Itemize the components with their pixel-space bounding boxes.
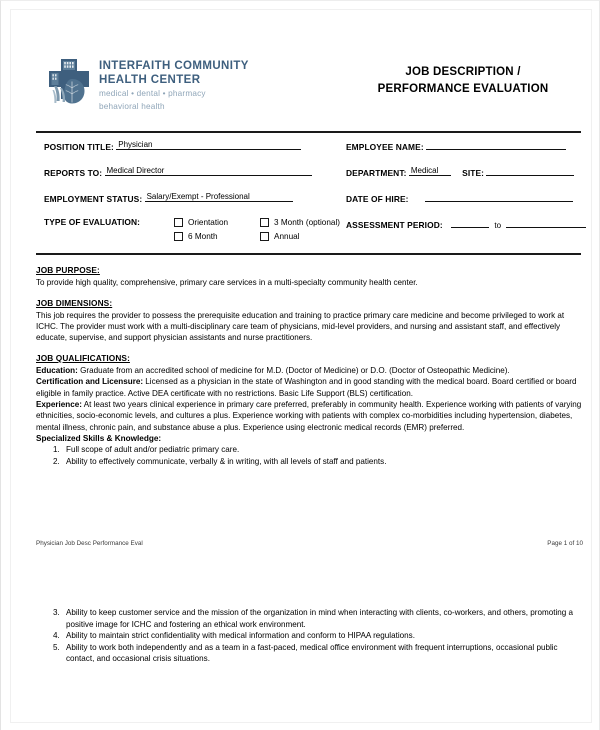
checkbox-cell-orientation[interactable] [174,218,260,227]
document-title [353,64,573,98]
qualification-education [36,365,583,376]
qualification-certification [36,376,583,399]
checkbox-cell-3-month[interactable] [260,218,352,227]
employment-status-value[interactable]: Salary/Exempt - Professional [145,191,293,202]
employee-name-label: EMPLOYEE NAME: [346,142,424,152]
field-department-and-site [346,165,574,180]
checkbox-label-orientation: Orientation [188,217,229,227]
assessment-period-from[interactable] [451,217,489,228]
type-of-evaluation-label: TYPE OF EVALUATION: [44,217,141,227]
field-assessment-period [346,217,586,232]
organization-name-block [99,57,249,112]
field-type-of-evaluation [44,217,340,247]
position-title-label: POSITION TITLE: [44,142,114,152]
assessment-period-label: ASSESSMENT PERIOD: [346,220,443,230]
experience-text: At least two years clinical experience in primary care preferred, preferably in community health. Experience working with patients of varying ethnicities, socio-economic levels, and cultures a plus. Experience working with patients with complex co-morbidities including hypertension, diabetes, mental illness, chronic pain, and substance abuse a plus. Experience using electronic medical records (EMR) preferred. [36,399,582,432]
position-title-value[interactable]: Physician [116,139,301,150]
specialized-skills-list-page-2 [36,607,583,665]
date-of-hire-value[interactable] [425,191,573,202]
section-heading-job-qualifications: JOB QUALIFICATIONS: [36,352,130,363]
checkbox-label-annual: Annual [274,231,300,241]
specialized-skills-list-page-1 [36,444,583,467]
checkbox-label-3-month: 3 Month (optional) [274,217,340,227]
site-label: SITE: [462,168,485,178]
qualification-experience [36,399,583,433]
date-of-hire-label: DATE OF HIRE: [346,194,409,204]
list-item: 3. Ability to keep customer service and the mission of the organization in mind when interacting with clients, co-workers, and others, promoting a positive image for ICHC and fostering an ethical work environment. [62,607,583,630]
header-divider-rule [36,131,581,133]
checkbox-row-1 [174,216,352,228]
job-purpose-text: To provide high quality, comprehensive, primary care services in a multi-specialty community health center. [36,278,418,288]
checkbox-cell-6-month[interactable] [174,232,260,241]
certification-label: Certification and Licensure: [36,377,144,387]
form-fields-area [36,139,581,247]
checkbox-3-month[interactable] [260,218,269,227]
document-title-line-1: JOB DESCRIPTION / [405,66,521,78]
logo-name-line-1: INTERFAITH COMMUNITY [99,60,249,72]
logo-tagline-line-2: behavioral health [99,101,165,111]
subheading-specialized-skills: Specialized Skills & Knowledge: [36,433,162,443]
logo-name-line-2: HEALTH CENTER [99,73,201,86]
checkbox-annual[interactable] [260,232,269,241]
field-date-of-hire [346,191,573,206]
page-footer [36,540,583,547]
document-header [36,52,581,124]
document-body [36,265,583,467]
reports-to-value[interactable]: Medical Director [105,165,312,176]
list-item: 4. Ability to maintain strict confidentiality with medical information and conform to HIPAA regulations. [62,630,583,642]
employment-status-label: EMPLOYMENT STATUS: [44,194,143,204]
section-heading-job-purpose: JOB PURPOSE: [36,265,100,275]
section-heading-job-dimensions: JOB DIMENSIONS: [36,297,113,308]
assessment-period-to[interactable] [506,217,586,228]
document-body-continued [36,607,583,665]
checkbox-label-6-month: 6 Month [188,231,218,241]
list-item: 5. Ability to work both independently and as a team in a fast-paced, medical office environment with frequent interruptions, occasional public contact, and occasional crisis situations. [62,642,583,665]
assessment-period-separator: to [494,221,502,230]
education-label: Education: [36,366,78,376]
logo-tagline-line-1: medical • dental • pharmacy [99,89,206,98]
checkbox-row-2 [174,230,352,242]
document-sheet [10,9,592,723]
education-text: Graduate from an accredited school of medicine for M.D. (Doctor of Medicine) or D.O. (Doctor of Osteopathic Medicine). [77,366,510,376]
health-center-cross-icon [46,57,92,107]
certification-text: Licensed as a physician in the state of Washington and in good standing with the medical board. Board certified or board eligible in family practice. Active DEA certificate with no restrictions. Basic Life Support (BLS) certification. [36,377,577,398]
checkbox-orientation[interactable] [174,218,183,227]
experience-label: Experience: [36,399,82,409]
field-position-title [44,139,301,154]
footer-document-name: Physician Job Desc Performance Eval [36,540,143,547]
employee-name-value[interactable] [426,139,566,150]
form-divider-rule [36,253,581,255]
document-title-line-2: PERFORMANCE EVALUATION [377,83,549,95]
organization-logo [46,57,249,112]
checkbox-6-month[interactable] [174,232,183,241]
evaluation-type-checkbox-group [174,216,352,244]
department-label: DEPARTMENT: [346,168,407,178]
job-dimensions-text: This job requires the provider to possess the prerequisite education and training to practice primary care medicine and become privileged to work at ICHC. The provider must work with a multi-disciplinary care team of physicians, mid-level providers, and nursing and assistant staff, and effectively educate, supervise, and support physician assistants and nurse practitioners. [36,310,565,343]
department-value[interactable]: Medical [409,165,451,176]
footer-page-number: Page 1 of 10 [547,540,583,547]
list-item: 2. Ability to effectively communicate, verbally & in writing, with all levels of staff and patients. [62,456,583,468]
field-employment-status [44,191,293,206]
field-reports-to [44,165,312,180]
list-item: 1. Full scope of adult and/or pediatric primary care. [62,444,583,456]
reports-to-label: REPORTS TO: [44,168,103,178]
field-employee-name [346,139,566,154]
checkbox-cell-annual[interactable] [260,232,312,241]
site-value[interactable] [486,165,574,176]
